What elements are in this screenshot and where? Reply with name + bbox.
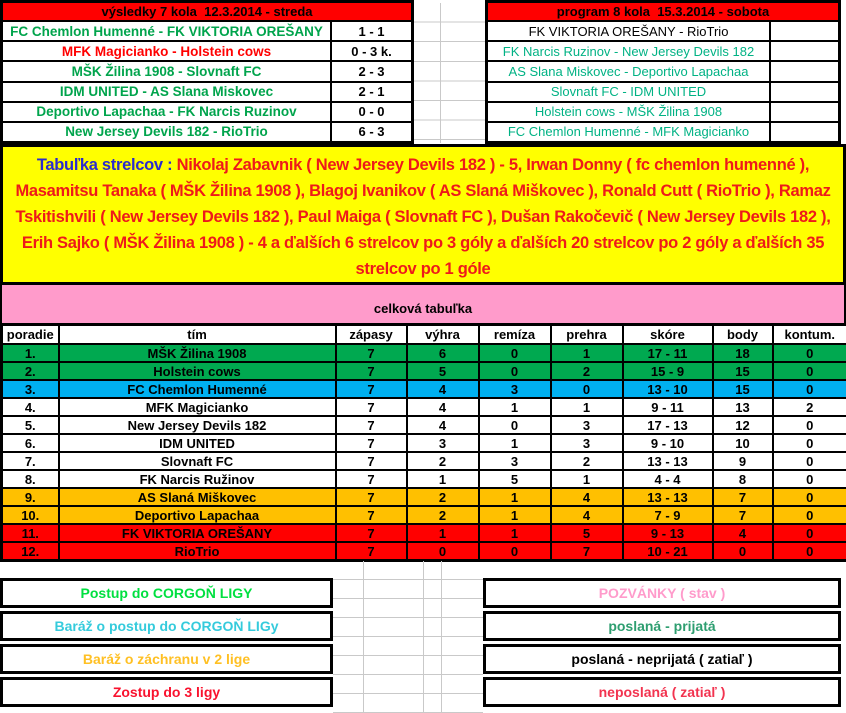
league-header-cell[interactable]: výhra [407, 325, 479, 345]
points-cell[interactable]: 7 [713, 488, 773, 506]
gridline [441, 561, 442, 713]
scorers-text: Nikolaj Zabavnik ( New Jersey Devils 182 ) - 5, Irwan Donny ( fc chemlon humenné ), Masamitsu Tanaka ( MŠK Žilina 1908 ), Blagoj Ivanikov ( AS Slaná Miškovec ), Ronald Cutt ( RioTrio ), Ramaz Tskitishvili ( New Jersey Devils 182 ), Paul Maiga ( Slovnaft FC ), Dušan Rakočevič ( New Jersey Devils 182 ), Erih Sajko ( MŠK Žilina 1908 ) - 4 a ďalších 6 strelcov po 3 góly a ďalších 20 strelcov po 2 góly a ďalších 35 strelcov po 1 góle [15, 156, 831, 278]
losses-cell[interactable]: 1 [551, 470, 623, 488]
program-score-cell[interactable] [771, 103, 838, 121]
losses-cell[interactable]: 3 [551, 416, 623, 434]
league-row [2, 542, 846, 561]
losses-cell[interactable]: 2 [551, 452, 623, 470]
losses-cell[interactable]: 5 [551, 524, 623, 542]
league-header-cell[interactable]: kontum. [773, 325, 846, 345]
result-row [3, 123, 411, 141]
legend-invitations [483, 578, 841, 710]
losses-cell[interactable]: 1 [551, 344, 623, 362]
program-match-cell[interactable]: Holstein cows - MŠK Žilina 1908 [488, 103, 771, 121]
result-score-cell[interactable]: 1 - 1 [358, 23, 385, 39]
legend-zone-label: Postup do CORGOŇ LIGY [80, 585, 253, 601]
legend-invitation-label: poslaná - neprijatá ( zatiaľ ) [571, 651, 753, 667]
result-row [3, 22, 411, 42]
legend-invitation-label: POZVÁNKY ( stav ) [598, 585, 726, 601]
score-cell[interactable]: 9 - 13 [623, 524, 713, 542]
wins-cell[interactable]: 3 [407, 434, 479, 452]
forfeits-cell[interactable]: 0 [773, 416, 846, 434]
program-match-cell[interactable]: Slovnaft FC - IDM UNITED [488, 83, 771, 101]
results-table [0, 0, 414, 144]
draws-cell[interactable]: 1 [479, 434, 551, 452]
score-cell[interactable]: 17 - 13 [623, 416, 713, 434]
points-cell[interactable]: 9 [713, 452, 773, 470]
forfeits-cell[interactable]: 0 [773, 434, 846, 452]
legend-invitation-cell[interactable] [483, 644, 841, 674]
games-cell[interactable]: 7 [336, 362, 407, 380]
league-header-cell[interactable]: zápasy [336, 325, 407, 345]
points-cell[interactable]: 15 [713, 362, 773, 380]
league-row [2, 452, 846, 470]
score-cell[interactable]: 10 - 21 [623, 542, 713, 561]
points-cell[interactable]: 7 [713, 506, 773, 524]
losses-cell[interactable]: 3 [551, 434, 623, 452]
league-header-cell[interactable]: remíza [479, 325, 551, 345]
program-score-cell[interactable] [771, 123, 838, 141]
team-cell[interactable]: Deportivo Lapachaa [59, 506, 336, 524]
position-cell[interactable]: 3. [2, 380, 59, 398]
scorers-cell[interactable] [0, 144, 846, 285]
scorers-label: Tabuľka strelcov : [36, 156, 177, 174]
team-cell[interactable]: FK Narcis Ružinov [59, 470, 336, 488]
games-cell[interactable]: 7 [336, 380, 407, 398]
legend-zone-cell[interactable] [0, 644, 333, 674]
forfeits-cell[interactable]: 0 [773, 488, 846, 506]
games-cell[interactable]: 7 [336, 524, 407, 542]
league-title-cell[interactable] [0, 285, 846, 323]
draws-cell[interactable]: 5 [479, 470, 551, 488]
wins-cell[interactable]: 2 [407, 488, 479, 506]
games-cell[interactable]: 7 [336, 416, 407, 434]
program-row [488, 62, 838, 82]
result-score-cell[interactable]: 2 - 3 [358, 63, 385, 79]
score-cell[interactable]: 4 - 4 [623, 470, 713, 488]
league-title: celková tabuľka [373, 301, 473, 316]
legend-zone-label: Zostup do 3 ligy [112, 684, 221, 700]
program-match-cell[interactable]: AS Slana Miskovec - Deportivo Lapachaa [488, 62, 771, 80]
result-match-cell[interactable]: MFK Magicianko - Holstein cows [3, 42, 332, 60]
games-cell[interactable]: 7 [336, 488, 407, 506]
position-cell[interactable]: 5. [2, 416, 59, 434]
position-cell[interactable]: 10. [2, 506, 59, 524]
league-body [2, 344, 846, 561]
result-match-cell[interactable]: MŠK Žilina 1908 - Slovnaft FC [3, 62, 332, 80]
program-row [488, 123, 838, 141]
wins-cell[interactable]: 5 [407, 362, 479, 380]
program-score-cell[interactable] [771, 62, 838, 80]
games-cell[interactable]: 7 [336, 470, 407, 488]
gridline [423, 561, 424, 713]
forfeits-cell[interactable]: 2 [773, 398, 846, 416]
points-cell[interactable]: 15 [713, 380, 773, 398]
points-cell[interactable]: 12 [713, 416, 773, 434]
league-header-cell[interactable]: skóre [623, 325, 713, 345]
program-row [488, 22, 838, 42]
wins-cell[interactable]: 4 [407, 380, 479, 398]
score-cell[interactable]: 13 - 13 [623, 452, 713, 470]
wins-cell[interactable]: 2 [407, 452, 479, 470]
program-match-cell[interactable]: FC Chemlon Humenné - MFK Magicianko [488, 123, 771, 141]
position-cell[interactable]: 1. [2, 344, 59, 362]
league-row [2, 488, 846, 506]
team-cell[interactable]: AS Slaná Miškovec [59, 488, 336, 506]
draws-cell[interactable]: 0 [479, 416, 551, 434]
losses-cell[interactable]: 7 [551, 542, 623, 561]
games-cell[interactable]: 7 [336, 452, 407, 470]
losses-cell[interactable]: 2 [551, 362, 623, 380]
program-match-cell[interactable]: FK Narcis Ruzinov - New Jersey Devils 182 [488, 42, 771, 60]
legend-zone-label: Baráž o záchranu v 2 lige [82, 651, 251, 667]
league-row [2, 398, 846, 416]
league-row [2, 416, 846, 434]
program-score-cell[interactable] [771, 22, 838, 40]
result-score-cell[interactable]: 0 - 0 [358, 104, 385, 120]
league-row [2, 380, 846, 398]
program-table [485, 0, 841, 144]
games-cell[interactable]: 7 [336, 542, 407, 561]
team-cell[interactable]: RioTrio [59, 542, 336, 561]
program-title-cell[interactable]: program 8 kola 15.3.2014 - sobota [488, 3, 838, 22]
wins-cell[interactable]: 4 [407, 398, 479, 416]
program-row [488, 42, 838, 62]
points-cell[interactable]: 8 [713, 470, 773, 488]
wins-cell[interactable]: 2 [407, 506, 479, 524]
spreadsheet-gridlines [414, 3, 485, 143]
league-row [2, 470, 846, 488]
result-score-cell[interactable]: 6 - 3 [358, 124, 385, 140]
team-cell[interactable]: MŠK Žilina 1908 [59, 344, 336, 362]
points-cell[interactable]: 10 [713, 434, 773, 452]
forfeits-cell[interactable]: 0 [773, 524, 846, 542]
team-cell[interactable]: Holstein cows [59, 362, 336, 380]
league-row [2, 362, 846, 380]
forfeits-cell[interactable]: 0 [773, 542, 846, 561]
result-match-cell[interactable]: Deportivo Lapachaa - FK Narcis Ruzinov [3, 103, 332, 121]
forfeits-cell[interactable]: 0 [773, 380, 846, 398]
forfeits-cell[interactable]: 0 [773, 506, 846, 524]
spreadsheet-gridlines [333, 561, 483, 713]
league-header-cell[interactable]: poradie [2, 325, 59, 345]
draws-cell[interactable]: 0 [479, 362, 551, 380]
wins-cell[interactable]: 4 [407, 416, 479, 434]
forfeits-cell[interactable]: 0 [773, 344, 846, 362]
wins-cell[interactable]: 1 [407, 470, 479, 488]
legend-invitation-label: poslaná - prijatá [608, 618, 716, 634]
points-cell[interactable]: 4 [713, 524, 773, 542]
legend-invitation-cell[interactable] [483, 611, 841, 641]
team-cell[interactable]: New Jersey Devils 182 [59, 416, 336, 434]
team-cell[interactable]: Slovnaft FC [59, 452, 336, 470]
legend-invitation-label: neposlaná ( zatiaľ ) [598, 684, 726, 700]
forfeits-cell[interactable]: 0 [773, 362, 846, 380]
team-cell[interactable]: IDM UNITED [59, 434, 336, 452]
points-cell[interactable]: 18 [713, 344, 773, 362]
score-cell[interactable]: 7 - 9 [623, 506, 713, 524]
result-row [3, 42, 411, 62]
position-cell[interactable]: 8. [2, 470, 59, 488]
league-header-cell[interactable]: body [713, 325, 773, 345]
result-match-cell[interactable]: New Jersey Devils 182 - RioTrio [3, 123, 332, 141]
games-cell[interactable]: 7 [336, 344, 407, 362]
league-header-cell[interactable]: prehra [551, 325, 623, 345]
score-cell[interactable]: 9 - 11 [623, 398, 713, 416]
position-cell[interactable]: 4. [2, 398, 59, 416]
league-row [2, 344, 846, 362]
legend-zones [0, 578, 333, 710]
games-cell[interactable]: 7 [336, 434, 407, 452]
legend-zone-cell[interactable] [0, 677, 333, 707]
league-header-cell[interactable]: tím [59, 325, 336, 345]
losses-cell[interactable]: 4 [551, 506, 623, 524]
program-score-cell[interactable] [771, 83, 838, 101]
draws-cell[interactable]: 0 [479, 344, 551, 362]
score-cell[interactable]: 13 - 10 [623, 380, 713, 398]
legend-zone-cell[interactable] [0, 611, 333, 641]
wins-cell[interactable]: 0 [407, 542, 479, 561]
wins-cell[interactable]: 6 [407, 344, 479, 362]
result-row [3, 62, 411, 82]
position-cell[interactable]: 12. [2, 542, 59, 561]
wins-cell[interactable]: 1 [407, 524, 479, 542]
legend-invitation-cell[interactable] [483, 677, 841, 707]
forfeits-cell[interactable]: 0 [773, 470, 846, 488]
team-cell[interactable]: FC Chemlon Humenné [59, 380, 336, 398]
position-cell[interactable]: 11. [2, 524, 59, 542]
draws-cell[interactable]: 0 [479, 542, 551, 561]
program-rows [488, 22, 838, 141]
gridline [440, 3, 441, 143]
position-cell[interactable]: 7. [2, 452, 59, 470]
games-cell[interactable]: 7 [336, 398, 407, 416]
program-row [488, 83, 838, 103]
losses-cell[interactable]: 1 [551, 398, 623, 416]
score-cell[interactable]: 9 - 10 [623, 434, 713, 452]
program-match-cell[interactable]: FK VIKTORIA OREŠANY - RioTrio [488, 22, 771, 40]
losses-cell[interactable]: 0 [551, 380, 623, 398]
draws-cell[interactable]: 3 [479, 380, 551, 398]
league-row [2, 524, 846, 542]
losses-cell[interactable]: 4 [551, 488, 623, 506]
draws-cell[interactable]: 3 [479, 452, 551, 470]
result-score-cell[interactable]: 2 - 1 [358, 84, 385, 100]
league-header-row [2, 325, 846, 345]
draws-cell[interactable]: 1 [479, 398, 551, 416]
score-cell[interactable]: 13 - 13 [623, 488, 713, 506]
league-row [2, 506, 846, 524]
league-standings-table [0, 323, 846, 562]
result-row [3, 83, 411, 103]
draws-cell[interactable]: 1 [479, 506, 551, 524]
gridline [363, 561, 364, 713]
league-row [2, 434, 846, 452]
points-cell[interactable]: 13 [713, 398, 773, 416]
position-cell[interactable]: 9. [2, 488, 59, 506]
team-cell[interactable]: FK VIKTORIA OREŠANY [59, 524, 336, 542]
forfeits-cell[interactable]: 0 [773, 452, 846, 470]
draws-cell[interactable]: 1 [479, 524, 551, 542]
legend-zone-cell[interactable] [0, 578, 333, 608]
score-cell[interactable]: 17 - 11 [623, 344, 713, 362]
program-score-cell[interactable] [771, 42, 838, 60]
results-title-cell[interactable]: výsledky 7 kola 12.3.2014 - streda [3, 3, 411, 22]
result-match-cell[interactable]: FC Chemlon Humenné - FK VIKTORIA OREŠANY [3, 22, 332, 40]
result-match-cell[interactable]: IDM UNITED - AS Slana Miskovec [3, 83, 332, 101]
team-cell[interactable]: MFK Magicianko [59, 398, 336, 416]
result-row [3, 103, 411, 123]
draws-cell[interactable]: 1 [479, 488, 551, 506]
position-cell[interactable]: 2. [2, 362, 59, 380]
legend-invitation-cell[interactable] [483, 578, 841, 608]
results-rows [3, 22, 411, 141]
position-cell[interactable]: 6. [2, 434, 59, 452]
score-cell[interactable]: 15 - 9 [623, 362, 713, 380]
legend-zone-label: Baráž o postup do CORGOŇ LIGy [54, 618, 279, 634]
points-cell[interactable]: 0 [713, 542, 773, 561]
games-cell[interactable]: 7 [336, 506, 407, 524]
program-row [488, 103, 838, 123]
result-score-cell[interactable]: 0 - 3 k. [351, 43, 392, 59]
